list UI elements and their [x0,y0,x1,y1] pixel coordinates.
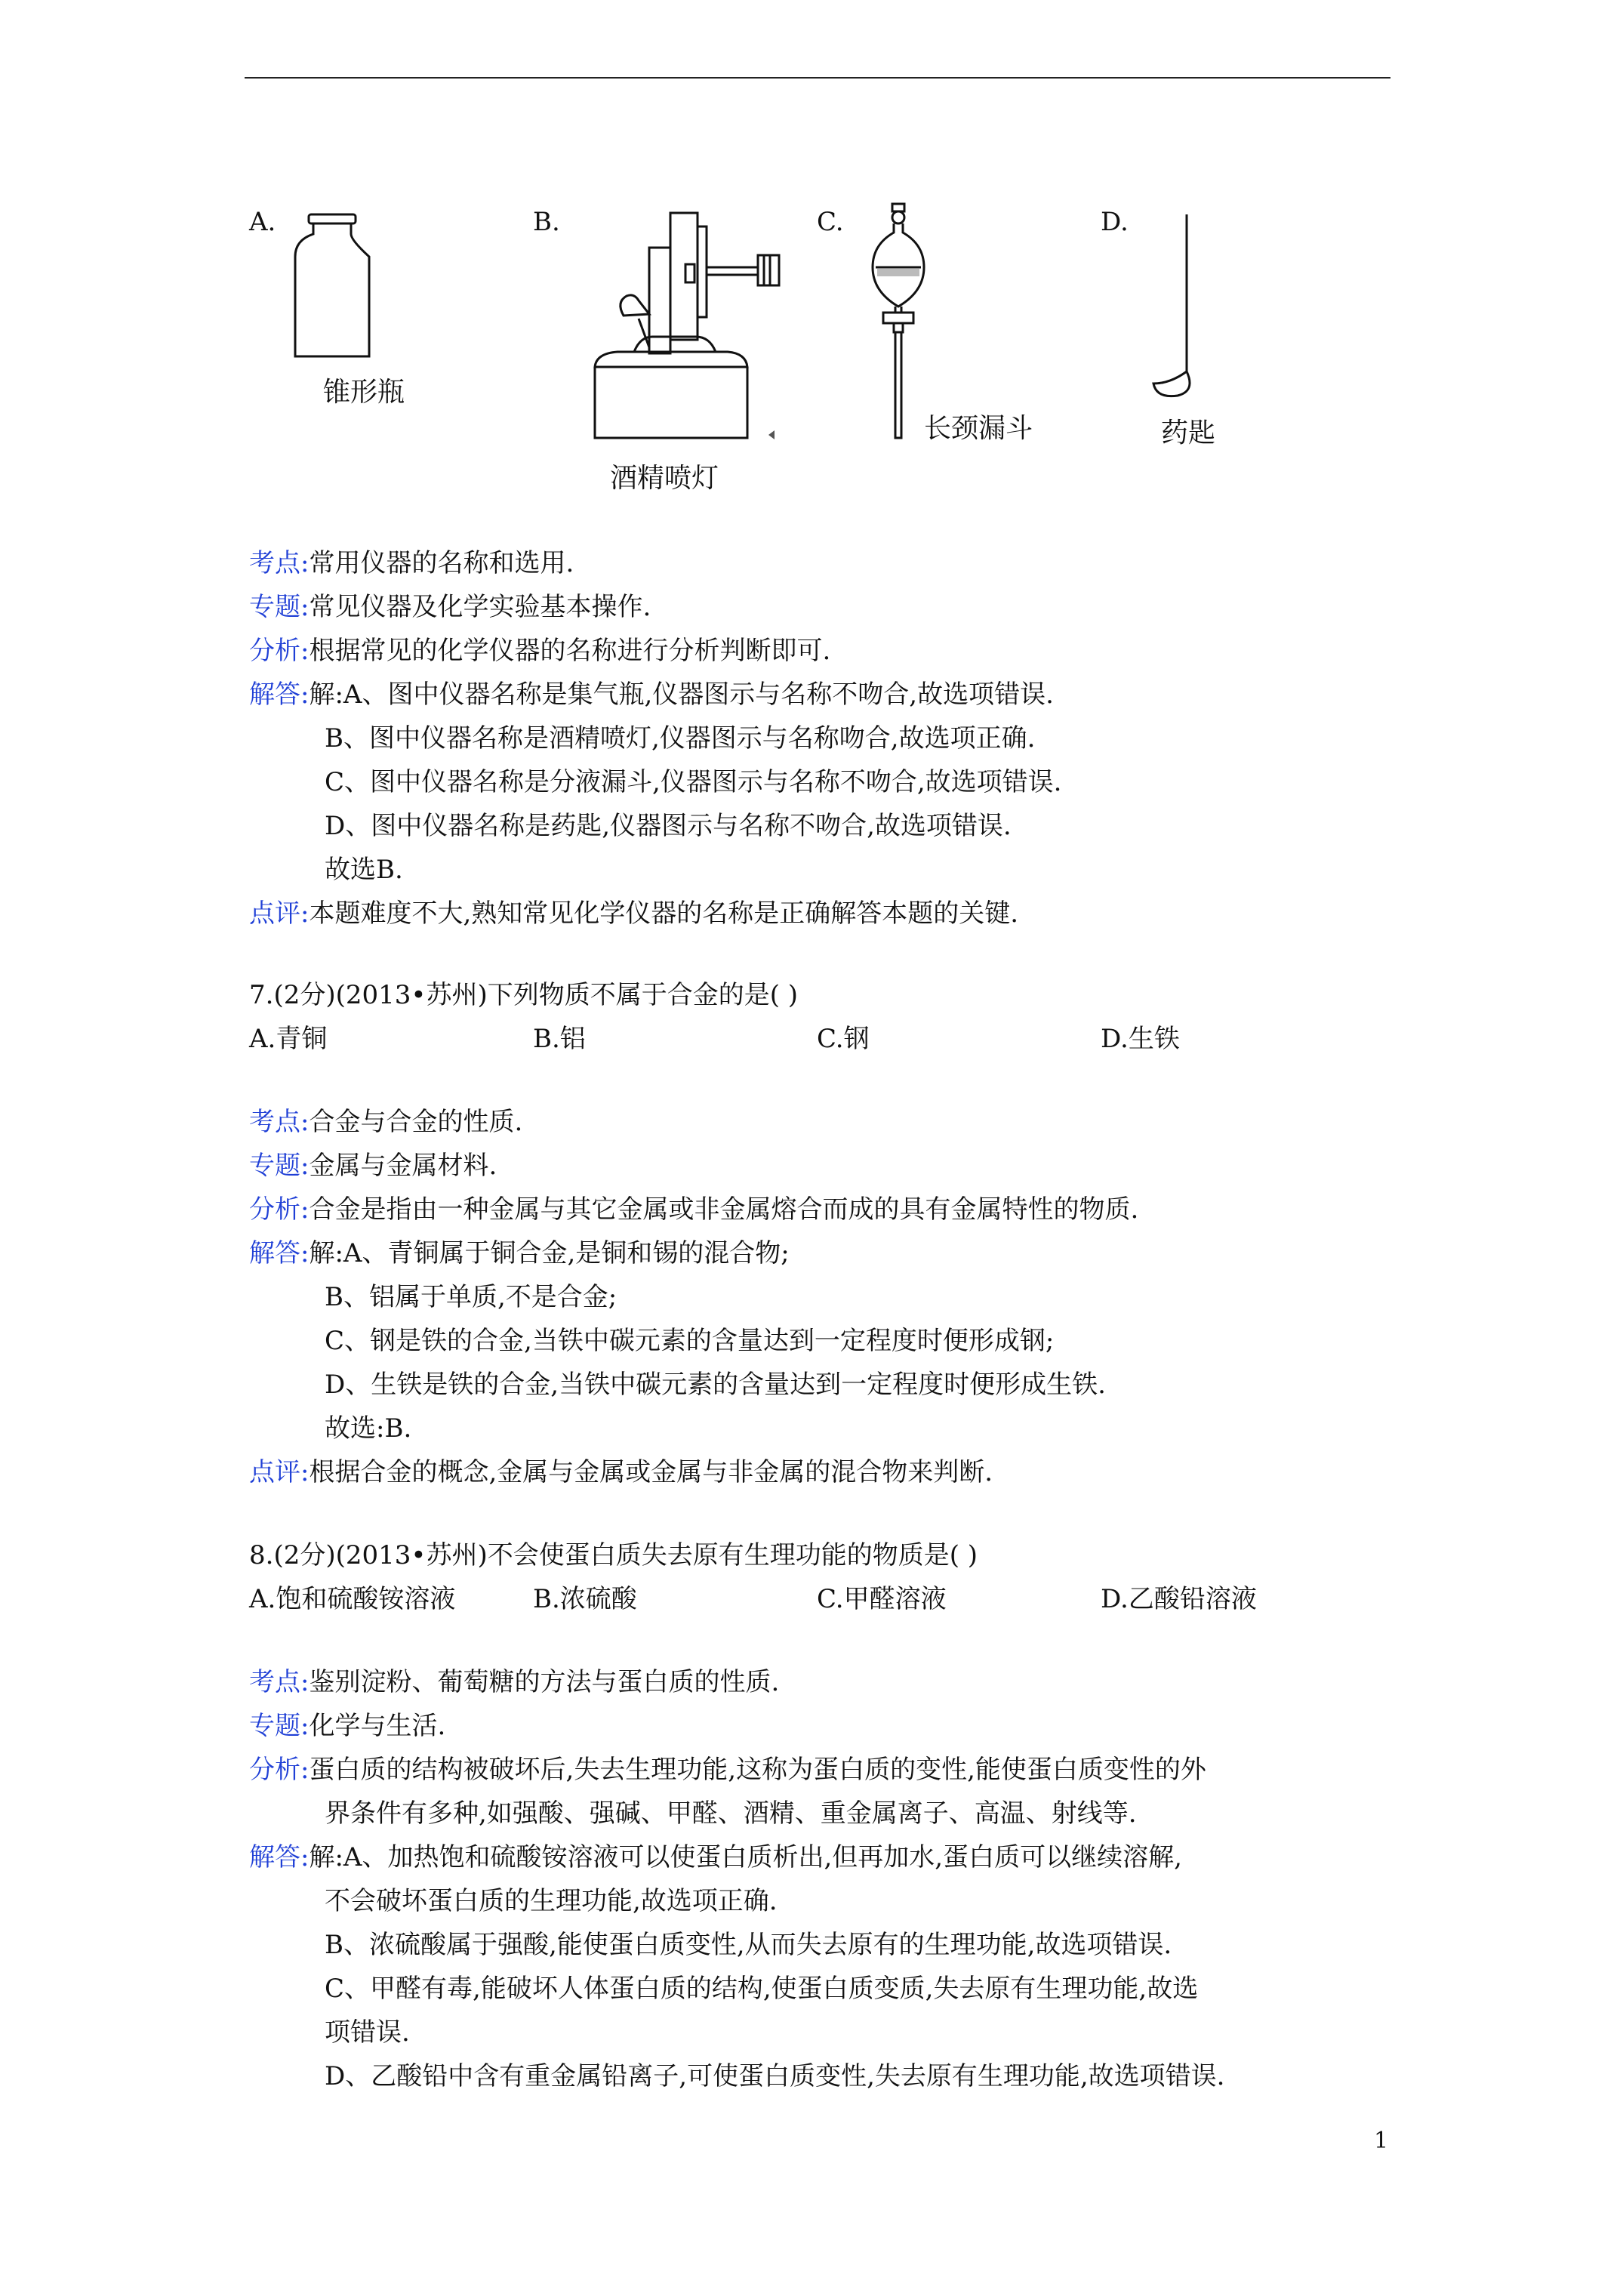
q8-fenxi-label: 分析: [249,1755,310,1785]
q7-jieda-line-3: D、生铁是铁的合金,当铁中碳元素的含量达到一定程度时便形成生铁. [325,1370,1106,1400]
q7-fenxi-label: 分析: [249,1194,310,1225]
figure-a-caption: 锥形瓶 [323,377,405,408]
q7-zhuanti-text: 金属与金属材料. [309,1151,497,1181]
q6-jieda-line-1: B、图中仪器名称是酒精喷灯,仪器图示与名称吻合,故选项正确. [325,723,1036,754]
q8-jieda-line-0: 解:A、加热饱和硫酸铵溶液可以使蛋白质析出,但再加水,蛋白质可以继续溶解, [309,1842,1182,1872]
q7-jieda-label: 解答: [249,1238,310,1268]
q8-jieda-line-2: B、浓硫酸属于强酸,能使蛋白质变性,从而失去原有的生理功能,故选项错误. [325,1930,1172,1960]
q8-kaodian-label: 考点: [249,1667,310,1697]
q6-jieda [249,673,1054,716]
q8-jieda-line-1: 不会破坏蛋白质的生理功能,故选项正确. [325,1886,778,1916]
q7-option-d: D.生铁 [1101,1024,1180,1054]
figure-b-caption: 酒精喷灯 [610,463,719,494]
q7-jieda-line-0: 解:A、青铜属于铜合金,是铜和锡的混合物; [309,1238,790,1268]
q7-kaodian [249,1101,522,1143]
q8-kaodian-text: 鉴别淀粉、葡萄糖的方法与蛋白质的性质. [309,1667,780,1697]
q6-jieda-label: 解答: [249,680,310,710]
q6-jieda-line-4: 故选B. [325,855,403,885]
q8-jieda-line-5: D、乙酸铅中含有重金属铅离子,可使蛋白质变性,失去原有生理功能,故选项错误. [325,2061,1225,2091]
q6-dianping [249,892,1018,935]
figure-d-letter: D. [1101,207,1129,237]
q6-fenxi-text: 根据常见的化学仪器的名称进行分析判断即可. [309,636,831,666]
q8-zhuanti-text: 化学与生活. [309,1711,446,1741]
q6-zhuanti-label: 专题: [249,592,310,622]
q6-jieda-line-3: D、图中仪器名称是药匙,仪器图示与名称不吻合,故选项错误. [325,811,1012,841]
q6-jieda-line-2: C、图中仪器名称是分液漏斗,仪器图示与名称不吻合,故选项错误. [325,767,1062,797]
q7-zhuanti-label: 专题: [249,1151,310,1181]
q7-stem: 7.(2分)(2013•苏州)下列物质不属于合金的是( ) [249,980,799,1010]
q7-option-c: C.钢 [817,1024,870,1054]
page-number: 1 [1374,2128,1389,2154]
q8-zhuanti [249,1705,445,1747]
q8-option-b: B.浓硫酸 [533,1584,637,1614]
q8-option-d: D.乙酸铅溶液 [1101,1584,1257,1614]
spoon-icon [1147,213,1208,402]
q7-dianping [249,1451,993,1493]
q7-option-a: A.青铜 [249,1024,328,1054]
q6-zhuanti [249,586,651,628]
q6-kaodian [249,542,574,584]
figure-c-caption: 长颈漏斗 [924,413,1033,444]
q7-option-b: B.铝 [533,1024,586,1054]
q6-dianping-text: 本题难度不大,熟知常见化学仪器的名称是正确解答本题的关键. [309,898,1019,929]
q7-kaodian-text: 合金与合金的性质. [309,1107,523,1137]
q8-jieda-line-4: 项错误. [325,2017,410,2048]
q6-zhuanti-text: 常见仪器及化学实验基本操作. [309,592,651,622]
q7-fenxi [249,1188,1138,1231]
q6-kaodian-text: 常用仪器的名称和选用. [309,548,574,578]
q8-jieda-line-3: C、甲醛有毒,能破坏人体蛋白质的结构,使蛋白质变质,失去原有生理功能,故选 [325,1974,1199,2004]
q7-fenxi-text: 合金是指由一种金属与其它金属或非金属熔合而成的具有金属特性的物质. [309,1194,1139,1225]
q6-jieda-line-0: 解:A、图中仪器名称是集气瓶,仪器图示与名称不吻合,故选项错误. [309,680,1054,710]
wide-mouth-bottle-icon [291,210,374,361]
q8-fenxi-line-1: 界条件有多种,如强酸、强碱、甲醛、酒精、重金属离子、高温、射线等. [325,1798,1137,1829]
q8-zhuanti-label: 专题: [249,1711,310,1741]
q8-stem: 8.(2分)(2013•苏州)不会使蛋白质失去原有生理功能的物质是( ) [249,1540,978,1570]
q7-zhuanti [249,1145,497,1187]
q8-option-a: A.饱和硫酸铵溶液 [249,1584,456,1614]
q7-jieda-line-1: B、铝属于单质,不是合金; [325,1282,617,1312]
q7-jieda-line-2: C、钢是铁的合金,当铁中碳元素的含量达到一定程度时便形成钢; [325,1326,1055,1356]
q6-kaodian-label: 考点: [249,548,310,578]
figure-d-caption: 药匙 [1161,418,1216,448]
header-rule [245,77,1390,79]
figure-b-letter: B. [533,207,560,237]
q8-fenxi [249,1749,1206,1791]
q7-jieda-line-4: 故选:B. [325,1413,412,1444]
q6-fenxi [249,630,830,672]
separatory-funnel-icon [868,202,929,444]
alcohol-blast-lamp-icon [574,204,785,453]
q8-kaodian [249,1661,779,1703]
q7-kaodian-label: 考点: [249,1107,310,1137]
q7-dianping-text: 根据合金的概念,金属与金属或金属与非金属的混合物来判断. [309,1457,993,1487]
q6-dianping-label: 点评: [249,898,310,929]
q8-jieda-label: 解答: [249,1842,310,1872]
q7-dianping-label: 点评: [249,1457,310,1487]
figure-a-letter: A. [249,207,276,237]
q7-jieda [249,1232,790,1274]
q6-fenxi-label: 分析: [249,636,310,666]
arrow-marker-icon [767,429,776,441]
figure-c-letter: C. [817,207,844,237]
q8-jieda [249,1836,1182,1878]
q8-fenxi-line-0: 蛋白质的结构被破坏后,失去生理功能,这称为蛋白质的变性,能使蛋白质变性的外 [309,1755,1206,1785]
q8-option-c: C.甲醛溶液 [817,1584,947,1614]
